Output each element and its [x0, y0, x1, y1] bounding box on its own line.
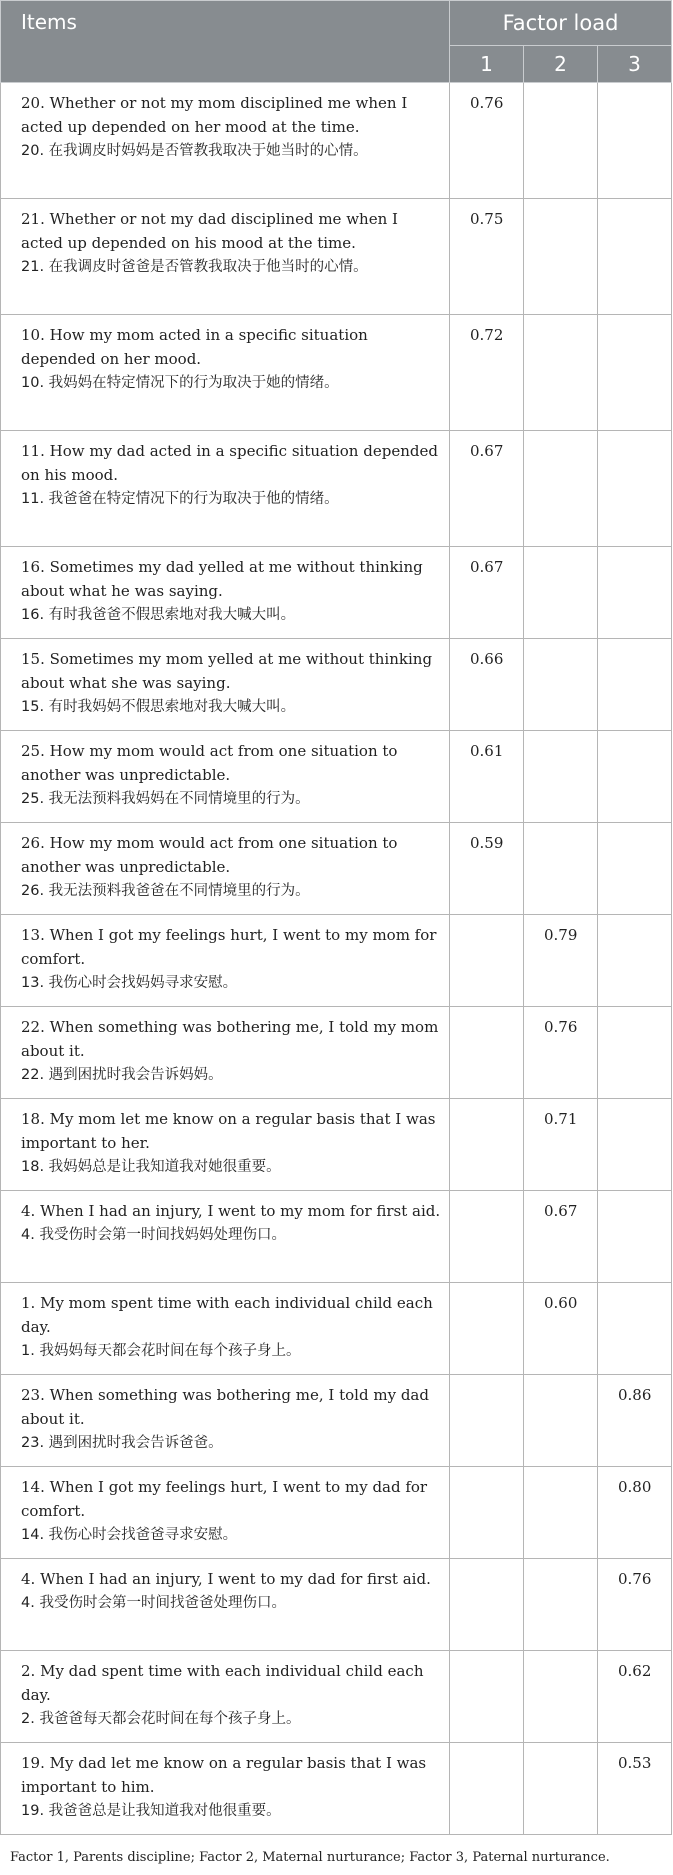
- item-text-english: 14. When I got my feelings hurt, I went to my dad for comfort.: [21, 1478, 428, 1520]
- item-text-english: 26. How my mom would act from one situation to another was unpredictable.: [21, 834, 398, 876]
- item-text-chinese: 1. 我妈妈每天都会花时间在每个孩子身上。: [21, 1343, 301, 1359]
- factor-2-load-cell: [524, 1467, 598, 1559]
- factor-3-load-cell: [598, 431, 672, 547]
- factor-1-load-cell: [450, 1467, 524, 1559]
- item-cell: [1, 915, 450, 1007]
- table-row: [1, 823, 672, 915]
- item-text-english: 25. How my mom would act from one situation to another was unpredictable.: [21, 742, 398, 784]
- factor-1-load-cell: [450, 1099, 524, 1191]
- factor-1-load-cell: 0.59: [450, 823, 524, 915]
- item-text-english: 16. Sometimes my dad yelled at me without thinking about what he was saying.: [21, 558, 423, 600]
- factor-load-header: Factor load: [450, 1, 672, 46]
- factor-2-load-cell: [524, 547, 598, 639]
- item-text-chinese: 13. 我伤心时会找妈妈寻求安慰。: [21, 975, 238, 991]
- factor-2-load-cell: 0.79: [524, 915, 598, 1007]
- factor-3-load-cell: 0.53: [598, 1743, 672, 1835]
- item-cell: [1, 1375, 450, 1467]
- item-text-chinese: 26. 我无法预料我爸爸在不同情境里的行为。: [21, 883, 310, 899]
- factor-1-load-cell: [450, 1559, 524, 1651]
- factor-2-load-cell: 0.60: [524, 1283, 598, 1375]
- item-text-chinese: 16. 有时我爸爸不假思索地对我大喊大叫。: [21, 607, 296, 623]
- factor-1-load-cell: 0.72: [450, 315, 524, 431]
- item-text-chinese: 10. 我妈妈在特定情况下的行为取决于她的情绪。: [21, 375, 339, 391]
- item-text-chinese: 15. 有时我妈妈不假思索地对我大喊大叫。: [21, 699, 296, 715]
- table-row: [1, 1651, 672, 1743]
- item-text-chinese: 21. 在我调皮时爸爸是否管教我取决于他当时的心情。: [21, 259, 368, 275]
- item-text-chinese: 23. 遇到困扰时我会告诉爸爸。: [21, 1435, 223, 1451]
- item-text-english: 23. When something was bothering me, I told my dad about it.: [21, 1386, 429, 1428]
- factor-3-load-cell: 0.80: [598, 1467, 672, 1559]
- item-text-chinese: 14. 我伤心时会找爸爸寻求安慰。: [21, 1527, 238, 1543]
- factor-3-load-cell: [598, 83, 672, 199]
- table-row: [1, 315, 672, 431]
- factor-3-load-cell: [598, 547, 672, 639]
- item-text-english: 21. Whether or not my dad disciplined me when I acted up depended on his mood at the time.: [21, 210, 398, 252]
- factor-2-load-cell: 0.76: [524, 1007, 598, 1099]
- factor-1-load-cell: [450, 1651, 524, 1743]
- item-cell: [1, 1651, 450, 1743]
- item-cell: [1, 1007, 450, 1099]
- factor-1-load-cell: [450, 1007, 524, 1099]
- table-row: [1, 1559, 672, 1651]
- item-text-chinese: 18. 我妈妈总是让我知道我对她很重要。: [21, 1159, 281, 1175]
- item-text-english: 22. When something was bothering me, I told my mom about it.: [21, 1018, 439, 1060]
- item-text-chinese: 20. 在我调皮时妈妈是否管教我取决于她当时的心情。: [21, 143, 368, 159]
- factor-2-load-cell: [524, 431, 598, 547]
- item-text-english: 13. When I got my feelings hurt, I went to my mom for comfort.: [21, 926, 437, 968]
- item-text-english: 1. My mom spent time with each individual child each day.: [21, 1294, 433, 1336]
- item-text-chinese: 19. 我爸爸总是让我知道我对他很重要。: [21, 1803, 281, 1819]
- table-row: [1, 1191, 672, 1283]
- item-text-chinese: 11. 我爸爸在特定情况下的行为取决于他的情绪。: [21, 491, 339, 507]
- factor-3-load-cell: 0.76: [598, 1559, 672, 1651]
- factor-1-load-cell: 0.67: [450, 431, 524, 547]
- factor-1-load-cell: 0.76: [450, 83, 524, 199]
- factor-1-load-cell: [450, 1375, 524, 1467]
- item-cell: [1, 1191, 450, 1283]
- item-cell: [1, 1467, 450, 1559]
- factor-1-load-cell: [450, 1283, 524, 1375]
- item-text-english: 2. My dad spent time with each individual child each day.: [21, 1662, 424, 1704]
- factor-3-load-cell: [598, 915, 672, 1007]
- factor-2-load-cell: [524, 315, 598, 431]
- factor-1-load-cell: [450, 915, 524, 1007]
- item-text-english: 4. When I had an injury, I went to my dad for first aid.: [21, 1570, 431, 1588]
- factor-3-load-cell: [598, 1099, 672, 1191]
- item-cell: [1, 1283, 450, 1375]
- item-cell: [1, 1099, 450, 1191]
- factor-3-load-cell: [598, 731, 672, 823]
- item-cell: [1, 547, 450, 639]
- items-column-header: Items: [1, 1, 450, 83]
- item-text-chinese: 4. 我受伤时会第一时间找妈妈处理伤口。: [21, 1227, 286, 1243]
- factor-2-load-cell: [524, 731, 598, 823]
- factor-1-load-cell: [450, 1743, 524, 1835]
- factor-3-load-cell: [598, 639, 672, 731]
- item-cell: [1, 431, 450, 547]
- item-cell: [1, 1743, 450, 1835]
- factor-2-load-cell: [524, 1375, 598, 1467]
- factor-2-load-cell: [524, 823, 598, 915]
- item-cell: [1, 639, 450, 731]
- factor-3-load-cell: [598, 1191, 672, 1283]
- item-text-chinese: 25. 我无法预料我妈妈在不同情境里的行为。: [21, 791, 310, 807]
- table-row: [1, 1007, 672, 1099]
- factor-2-load-cell: 0.67: [524, 1191, 598, 1283]
- item-text-english: 10. How my mom acted in a specific situation depended on her mood.: [21, 326, 368, 368]
- table-header: [1, 1, 672, 83]
- table-row: [1, 915, 672, 1007]
- factor-1-load-cell: 0.66: [450, 639, 524, 731]
- factor-2-load-cell: [524, 199, 598, 315]
- factor-1-load-cell: 0.67: [450, 547, 524, 639]
- item-cell: [1, 823, 450, 915]
- item-text-english: 4. When I had an injury, I went to my mom for first aid.: [21, 1202, 441, 1220]
- factor-3-load-cell: [598, 1007, 672, 1099]
- table-row: [1, 83, 672, 199]
- item-text-english: 19. My dad let me know on a regular basis that I was important to him.: [21, 1754, 427, 1796]
- item-text-english: 18. My mom let me know on a regular basis that I was important to her.: [21, 1110, 436, 1152]
- factor-3-load-cell: [598, 315, 672, 431]
- table-row: [1, 1099, 672, 1191]
- factor-2-load-cell: [524, 639, 598, 731]
- table-row: [1, 731, 672, 823]
- item-cell: [1, 1559, 450, 1651]
- item-text-english: 20. Whether or not my mom disciplined me when I acted up depended on her mood at the time.: [21, 94, 408, 136]
- item-text-chinese: 4. 我受伤时会第一时间找爸爸处理伤口。: [21, 1595, 286, 1611]
- table-row: [1, 1283, 672, 1375]
- item-cell: [1, 199, 450, 315]
- item-cell: [1, 731, 450, 823]
- factor-2-load-cell: [524, 83, 598, 199]
- factor-3-load-cell: [598, 1283, 672, 1375]
- table-body: [1, 83, 672, 1835]
- table-footnote: Factor 1, Parents discipline; Factor 2, Maternal nurturance; Factor 3, Paternal nurturance.: [10, 1850, 610, 1865]
- factor-3-load-cell: [598, 199, 672, 315]
- factor-3-load-cell: 0.62: [598, 1651, 672, 1743]
- table-row: [1, 1467, 672, 1559]
- factor-1-load-cell: 0.61: [450, 731, 524, 823]
- factor-2-header: 2: [524, 46, 598, 83]
- factor-1-header: 1: [450, 46, 524, 83]
- table-row: [1, 1375, 672, 1467]
- item-text-chinese: 2. 我爸爸每天都会花时间在每个孩子身上。: [21, 1711, 301, 1727]
- item-cell: [1, 315, 450, 431]
- factor-3-load-cell: 0.86: [598, 1375, 672, 1467]
- table-row: [1, 431, 672, 547]
- factor-2-load-cell: 0.71: [524, 1099, 598, 1191]
- table-row: [1, 199, 672, 315]
- item-cell: [1, 83, 450, 199]
- factor-3-load-cell: [598, 823, 672, 915]
- table-row: [1, 1743, 672, 1835]
- factor-2-load-cell: [524, 1743, 598, 1835]
- factor-3-header: 3: [598, 46, 672, 83]
- table-row: [1, 639, 672, 731]
- table-row: [1, 547, 672, 639]
- factor-1-load-cell: 0.75: [450, 199, 524, 315]
- item-text-english: 11. How my dad acted in a specific situation depended on his mood.: [21, 442, 438, 484]
- factor-2-load-cell: [524, 1651, 598, 1743]
- factor-1-load-cell: [450, 1191, 524, 1283]
- item-text-chinese: 22. 遇到困扰时我会告诉妈妈。: [21, 1067, 223, 1083]
- item-text-english: 15. Sometimes my mom yelled at me without thinking about what she was saying.: [21, 650, 433, 692]
- factor-2-load-cell: [524, 1559, 598, 1651]
